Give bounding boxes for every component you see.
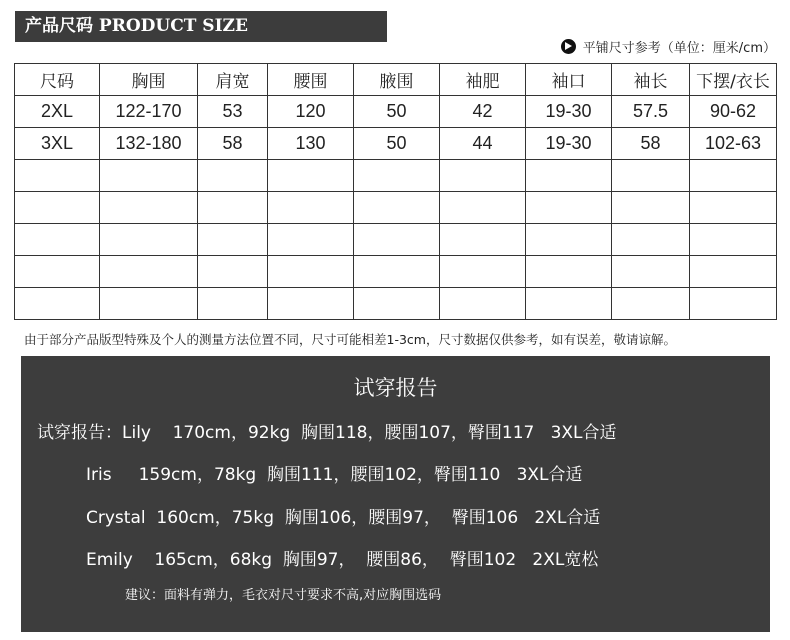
section-title: 产品尺码 PRODUCT SIZE [15,11,387,42]
table-header-row [15,64,777,96]
empty-table-row [15,192,777,224]
play-circle-icon [561,39,576,54]
table-cell: 3XL [15,128,100,160]
table-cell: 58 [198,128,268,160]
fit-report-line-iris: Iris 159cm，78kg 胸围111，腰围102，臀围110 3XL合适 [86,465,583,485]
reference-note-text: 平铺尺寸参考（单位：厘米/cm） [582,40,776,56]
table-row [15,96,777,128]
fit-report-heading: 试穿报告 [353,376,438,400]
header-cuff: 袖口 [526,64,612,96]
size-table [14,63,777,320]
table-cell: 130 [268,128,354,160]
header-shoulder: 肩宽 [198,64,268,96]
table-row [15,128,777,160]
empty-table-row [15,160,777,192]
table-cell: 19-30 [526,128,612,160]
table-cell: 2XL [15,96,100,128]
empty-table-row [15,256,777,288]
disclaimer-text: 由于部分产品版型特殊及个人的测量方法位置不同，尺寸可能相差1-3cm，尺寸数据仅供参考，如有误差，敬请谅解。 [24,332,676,347]
header-sleeve-width: 袖肥 [440,64,526,96]
reference-note [561,37,776,55]
header-hem-length: 下摆/衣长 [690,64,777,96]
table-cell: 42 [440,96,526,128]
header-chest: 胸围 [100,64,198,96]
table-cell: 132-180 [100,128,198,160]
empty-table-row [15,224,777,256]
table-cell: 53 [198,96,268,128]
header-sleeve-length: 袖长 [612,64,690,96]
fit-report-line-lily: 试穿报告：Lily 170cm，92kg 胸围118，腰围107，臀围117 3XL合适 [37,423,617,443]
table-cell: 57.5 [612,96,690,128]
table-cell: 50 [354,96,440,128]
header-waist: 腰围 [268,64,354,96]
fit-report-line-emily: Emily 165cm，68kg 胸围97， 腰围86， 臀围102 2XL宽松 [86,550,599,570]
table-cell: 19-30 [526,96,612,128]
table-cell: 50 [354,128,440,160]
table-cell: 90-62 [690,96,777,128]
empty-table-row [15,288,777,320]
fit-suggestion: 建议：面料有弹力，毛衣对尺寸要求不高,对应胸围选码 [125,588,442,603]
table-cell: 44 [440,128,526,160]
table-cell: 122-170 [100,96,198,128]
table-cell: 58 [612,128,690,160]
table-cell: 120 [268,96,354,128]
header-size: 尺码 [15,64,100,96]
fit-report-panel [21,356,770,632]
fit-report-line-crystal: Crystal 160cm，75kg 胸围106，腰围97， 臀围106 2XL合适 [86,508,601,528]
table-cell: 102-63 [690,128,777,160]
header-armpit: 腋围 [354,64,440,96]
